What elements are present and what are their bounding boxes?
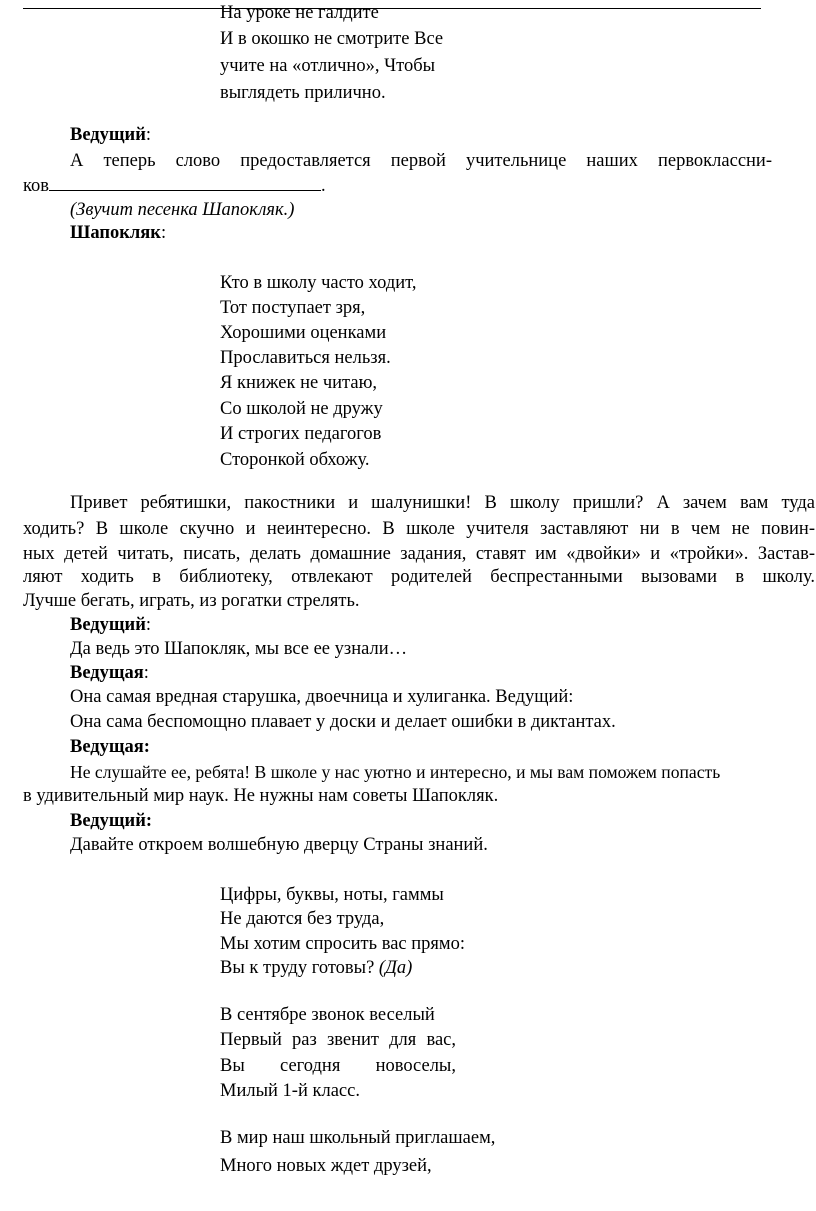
- intro-line-1: А теперь слово предоставляется первой учительнице наших первоклассни-: [70, 151, 772, 171]
- poem1-line-3: учите на «отлично», Чтобы: [220, 56, 436, 76]
- host-line-1: Да ведь это Шапокляк, мы все ее узнали…: [70, 639, 408, 659]
- speech-line-3: ных детей читать, писать, делать домашние задания, ставят им «двойки» и «тройки». Застав-: [23, 544, 815, 564]
- hostess-line-1: Она самая вредная старушка, двоечница и хулиганка. Ведущий:: [70, 687, 574, 707]
- poem3-line-3: Мы хотим спросить вас прямо:: [220, 934, 465, 954]
- speech-line-5: Лучше бегать, играть, из рогатки стрелять.: [23, 591, 360, 611]
- poem2-line-7: И строгих педагогов: [220, 424, 382, 444]
- speaker-hostess-2: Ведущая:: [70, 737, 150, 757]
- speech-line-1: Привет ребятишки, пакостники и шалунишки! В школу пришли? А зачем вам туда: [70, 493, 815, 513]
- poem1-line-1: На уроке не галдите: [220, 3, 379, 23]
- hostess-line-3b: в удивительный мир наук. Не нужны нам советы Шапокляк.: [23, 786, 499, 806]
- poem5-line-1: В мир наш школьный приглашаем,: [220, 1128, 496, 1148]
- speech-line-4: ляют ходить в библиотеку, отвлекают родителей беспрестанными вызовами в школу.: [23, 567, 815, 587]
- intro-line-2: ков .: [23, 176, 326, 196]
- speaker-hostess-1: Ведущая:: [70, 663, 149, 683]
- poem4-line-4: Милый 1-й класс.: [220, 1081, 360, 1101]
- speaker-host-3: Ведущий:: [70, 811, 153, 831]
- top-rule: [23, 8, 761, 9]
- poem3-line-4: Вы к труду готовы? (Да): [220, 958, 413, 978]
- poem4-line-3: Вы сегодня новоселы,: [220, 1056, 456, 1076]
- poem4-line-2: Первый раз звенит для вас,: [220, 1030, 456, 1050]
- poem3-answer: (Да): [378, 958, 413, 978]
- poem3-line-2: Не даются без труда,: [220, 909, 385, 929]
- hostess-line-2: Она сама беспомощно плавает у доски и делает ошибки в диктантах.: [70, 712, 616, 732]
- poem2-line-1: Кто в школу часто ходит,: [220, 273, 417, 293]
- speaker-host-2: Ведущий:: [70, 615, 151, 635]
- speaker-shapoklyak: Шапокляк:: [70, 223, 167, 243]
- poem1-line-2: И в окошко не смотрите Все: [220, 29, 444, 49]
- poem3-line-1: Цифры, буквы, ноты, гаммы: [220, 885, 444, 905]
- host-line-2: Давайте откроем волшебную дверцу Страны знаний.: [70, 835, 488, 855]
- poem2-line-6: Со школой не дружу: [220, 399, 383, 419]
- speech-line-2: ходить? В школе скучно и неинтересно. В школе учителя заставляют ни в чем не повин-: [23, 519, 815, 539]
- hostess-line-3a: Не слушайте ее, ребята! В школе у нас уютно и интересно, и мы вам поможем попасть: [70, 762, 721, 782]
- poem2-line-3: Хорошими оценками: [220, 323, 387, 343]
- speaker-host-1: Ведущий:: [70, 125, 151, 145]
- poem2-line-2: Тот поступает зря,: [220, 298, 366, 318]
- poem4-line-1: В сентябре звонок веселый: [220, 1005, 435, 1025]
- stage-direction: (Звучит песенка Шапокляк.): [70, 200, 295, 220]
- poem1-line-4: выглядеть прилично.: [220, 83, 386, 103]
- poem2-line-8: Сторонкой обхожу.: [220, 450, 370, 470]
- poem2-line-5: Я книжек не читаю,: [220, 373, 378, 393]
- poem5-line-2: Много новых ждет друзей,: [220, 1156, 432, 1176]
- poem2-line-4: Прославиться нельзя.: [220, 348, 391, 368]
- blank-underline: [49, 176, 321, 191]
